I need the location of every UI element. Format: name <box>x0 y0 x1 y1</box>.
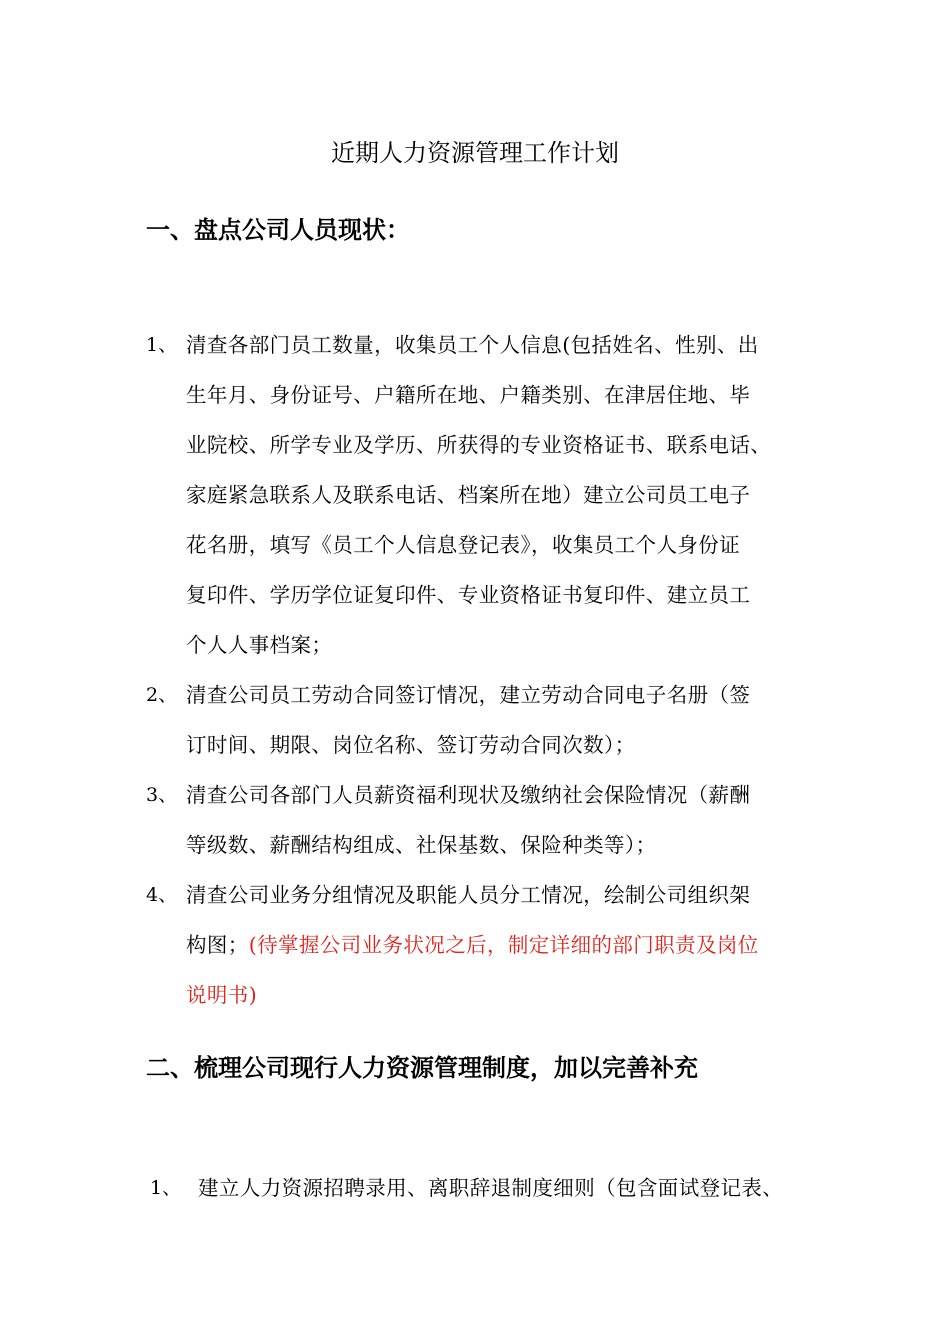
item-text: 构图； <box>186 933 249 957</box>
item-text-line: 家庭紧急联系人及联系电话、档案所在地）建立公司员工电子 <box>186 483 751 507</box>
item-text-line: 花名册，填写《员工个人信息登记表》，收集员工个人身份证 <box>186 533 741 557</box>
red-note-text: (待掌握公司业务状况之后，制定详细的部门职责及岗位 <box>248 933 759 957</box>
list-item-4 <box>0 870 950 1020</box>
item-text-line: 清查公司各部门人员薪资福利现状及缴纳社会保险情况（薪酬 <box>186 783 751 807</box>
document-title: 近期人力资源管理工作计划 <box>331 139 619 167</box>
list-item-1 <box>0 320 950 670</box>
red-note-text: 说明书) <box>186 983 258 1007</box>
item-text-line: 订时间、期限、岗位名称、签订劳动合同次数）； <box>186 733 636 757</box>
item-text-line: 复印件、学历学位证复印件、专业资格证书复印件、建立员工 <box>186 583 751 607</box>
section-heading-2: 二、梳理公司现行人力资源管理制度，加以完善补充 <box>146 1053 698 1082</box>
section-2-list <box>0 1163 950 1213</box>
item-number: 2、 <box>146 684 178 706</box>
item-text-line: 建立人力资源招聘录用、离职辞退制度细则（包含面试登记表、 <box>198 1176 784 1200</box>
list-item-3 <box>0 770 950 870</box>
list-item-2 <box>0 670 950 770</box>
item-number: 1、 <box>146 334 178 356</box>
item-number: 1、 <box>150 1177 182 1199</box>
section-1-list <box>0 320 950 1020</box>
item-text-line: 清查公司业务分组情况及职能人员分工情况，绘制公司组织架 <box>186 883 751 907</box>
item-text-line: 等级数、薪酬结构组成、社保基数、保险种类等）； <box>186 833 657 857</box>
item-text-line: 个人人事档案； <box>186 633 333 657</box>
item-number: 4、 <box>146 884 178 906</box>
list-item-1 <box>0 1163 950 1213</box>
item-text-line: 生年月、身份证号、户籍所在地、户籍类别、在津居住地、毕 <box>186 383 751 407</box>
item-text-line: 清查各部门员工数量，收集员工个人信息(包括姓名、性别、出 <box>186 333 759 357</box>
item-text-line: 清查公司员工劳动合同签订情况，建立劳动合同电子名册（签 <box>186 683 751 707</box>
item-text-line <box>0 920 950 970</box>
item-number: 3、 <box>146 784 178 806</box>
section-heading-1: 一、盘点公司人员现状： <box>146 215 410 244</box>
item-text-line: 业院校、所学专业及学历、所获得的专业资格证书、联系电话、 <box>186 433 772 457</box>
